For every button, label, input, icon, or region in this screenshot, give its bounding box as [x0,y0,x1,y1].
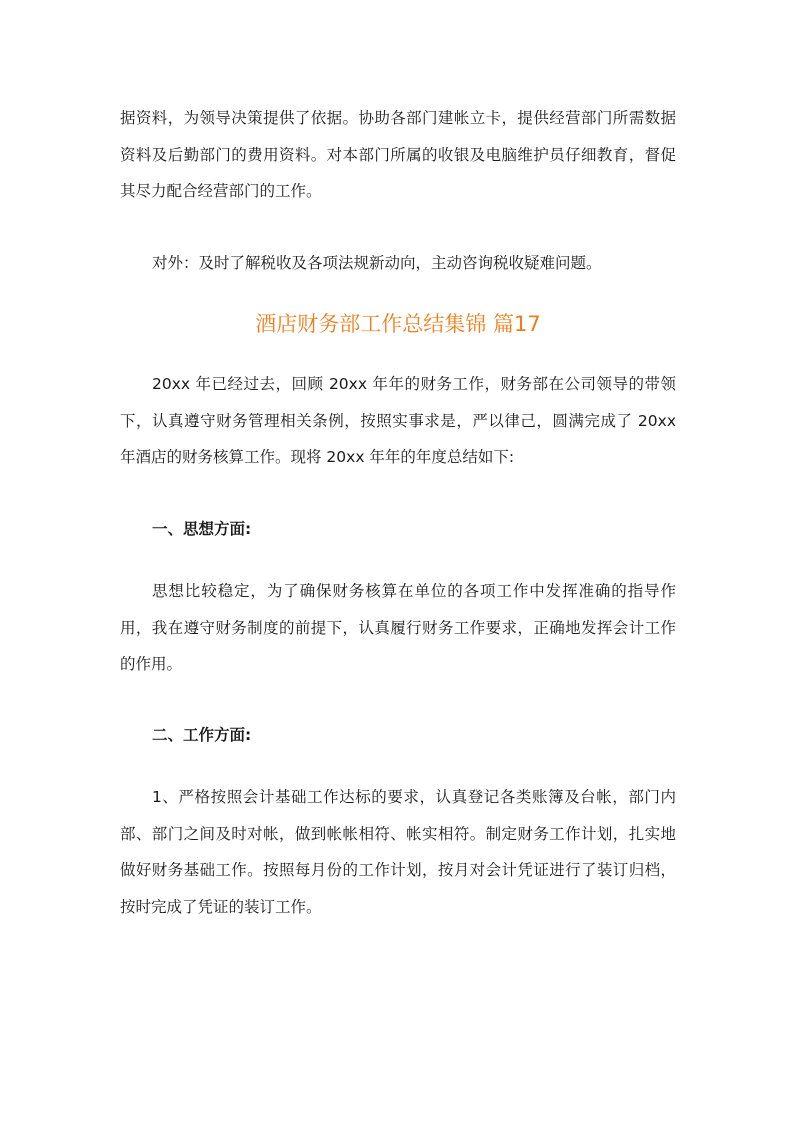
section-title-ideology: 一、思想方面: [152,520,252,538]
paragraph-work-item-1: 1、严格按照会计基础工作达标的要求，认真登记各类账簿及台帐，部门内部、部门之间及时对帐，做到帐帐相符、帐实相符。制定财务工作计划，扎实地做好财务基础工作。按照每月份的工作计划，按月对会计凭证进行了装订归档，按时完成了凭证的装订工作。 [120,788,676,916]
section-title-work: 二、工作方面: [152,726,252,744]
paragraph-ideology: 思想比较稳定，为了确保财务核算在单位的各项工作中发挥准确的指导作用，我在遵守财务制度的前提下，认真履行财务工作要求，正确地发挥会计工作的作用。 [120,582,676,673]
article-title: 酒店财务部工作总结集锦 篇17 [255,312,541,336]
paragraph-continued: 据资料，为领导决策提供了依据。协助各部门建帐立卡，提供经营部门所需数据资料及后勤部门的费用资料。对本部门所属的收银及电脑维护员仔细教育，督促其尽力配合经营部门的工作。 [120,109,676,200]
paragraph-intro: 20xx 年已经过去，回顾 20xx 年年的财务工作，财务部在公司领导的带领下，认真遵守财务管理相关条例，按照实事求是，严以律己，圆满完成了 20xx 年酒店的财务核算工作。现将 20xx 年年的年度总结如下: [120,375,676,466]
paragraph-external: 对外：及时了解税收及各项法规新动向，主动咨询税收疑难问题。 [152,254,602,272]
